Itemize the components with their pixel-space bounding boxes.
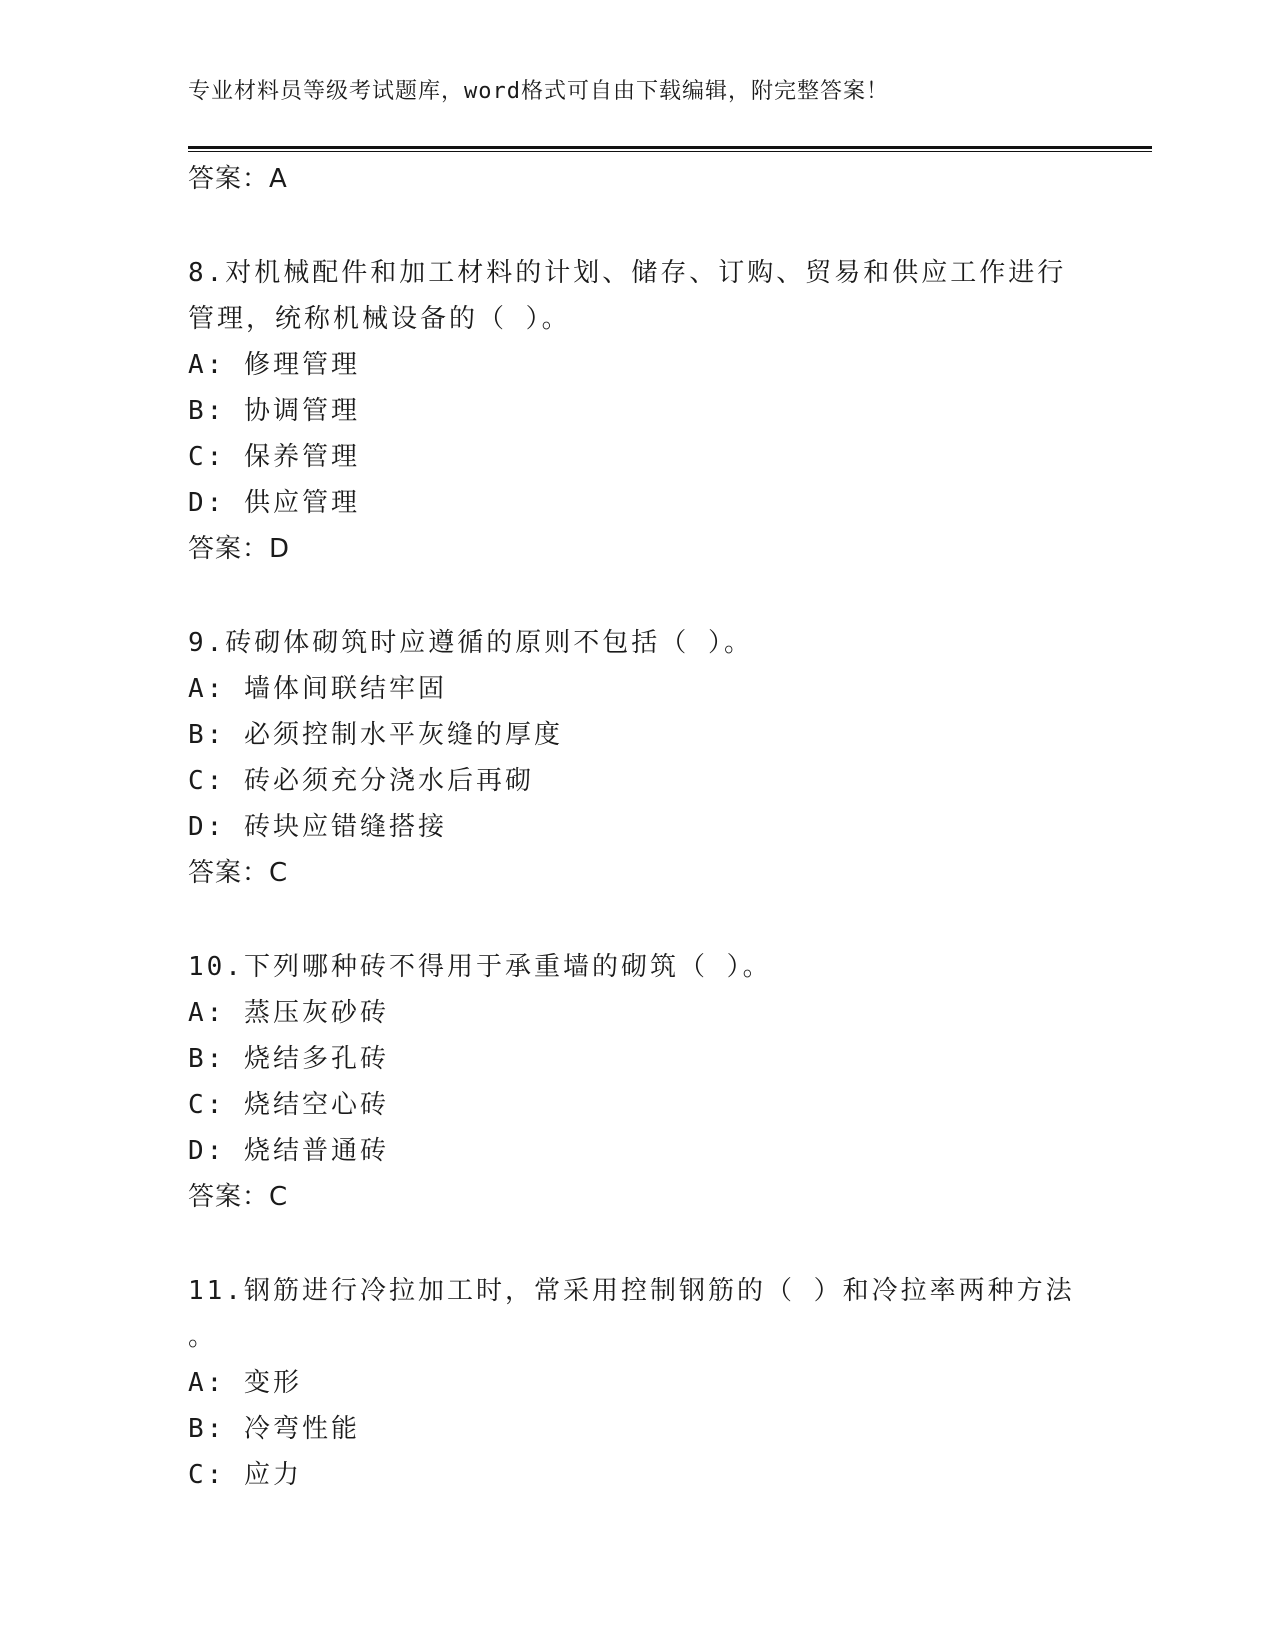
option-a: A: 蒸压灰砂砖 xyxy=(188,998,389,1028)
page-header: 专业材料员等级考试题库，word格式可自由下载编辑，附完整答案！ xyxy=(188,79,889,104)
option-b: B: 协调管理 xyxy=(188,396,360,426)
previous-answer: 答案：A xyxy=(188,164,288,194)
question-stem: 11.钢筋进行冷拉加工时，常采用控制钢筋的（ ）和冷拉率两种方法 xyxy=(188,1276,1075,1306)
option-c: C: 砖必须充分浇水后再砌 xyxy=(188,766,534,796)
option-c: C: 保养管理 xyxy=(188,442,360,472)
answer: 答案：C xyxy=(188,1182,289,1212)
question-stem: 9.砖砌体砌筑时应遵循的原则不包括（ ）。 xyxy=(188,628,753,658)
answer: 答案：C xyxy=(188,858,289,888)
header-rule-thin xyxy=(188,151,1152,152)
option-a: A: 修理管理 xyxy=(188,350,360,380)
option-b: B: 必须控制水平灰缝的厚度 xyxy=(188,720,563,750)
option-d: D: 烧结普通砖 xyxy=(188,1136,389,1166)
option-a: A: 墙体间联结牢固 xyxy=(188,674,447,704)
option-c: C: 应力 xyxy=(188,1460,302,1490)
question-stem: 8.对机械配件和加工材料的计划、储存、订购、贸易和供应工作进行 xyxy=(188,258,1067,288)
question-stem: 10.下列哪种砖不得用于承重墙的砌筑（ ）。 xyxy=(188,952,772,982)
question-10 xyxy=(188,944,1088,1220)
question-list xyxy=(188,156,1088,1498)
option-a: A: 变形 xyxy=(188,1368,302,1398)
option-d: D: 供应管理 xyxy=(188,488,360,518)
option-b: B: 烧结多孔砖 xyxy=(188,1044,389,1074)
option-c: C: 烧结空心砖 xyxy=(188,1090,389,1120)
option-b: B: 冷弯性能 xyxy=(188,1414,360,1444)
question-8 xyxy=(188,250,1088,572)
answer: 答案：D xyxy=(188,534,291,564)
header-rule-thick xyxy=(188,146,1152,149)
question-11 xyxy=(188,1268,1088,1498)
option-d: D: 砖块应错缝搭接 xyxy=(188,812,447,842)
question-9 xyxy=(188,620,1088,896)
question-stem: 管理，统称机械设备的（ ）。 xyxy=(188,304,571,334)
question-stem: 。 xyxy=(188,1322,218,1352)
